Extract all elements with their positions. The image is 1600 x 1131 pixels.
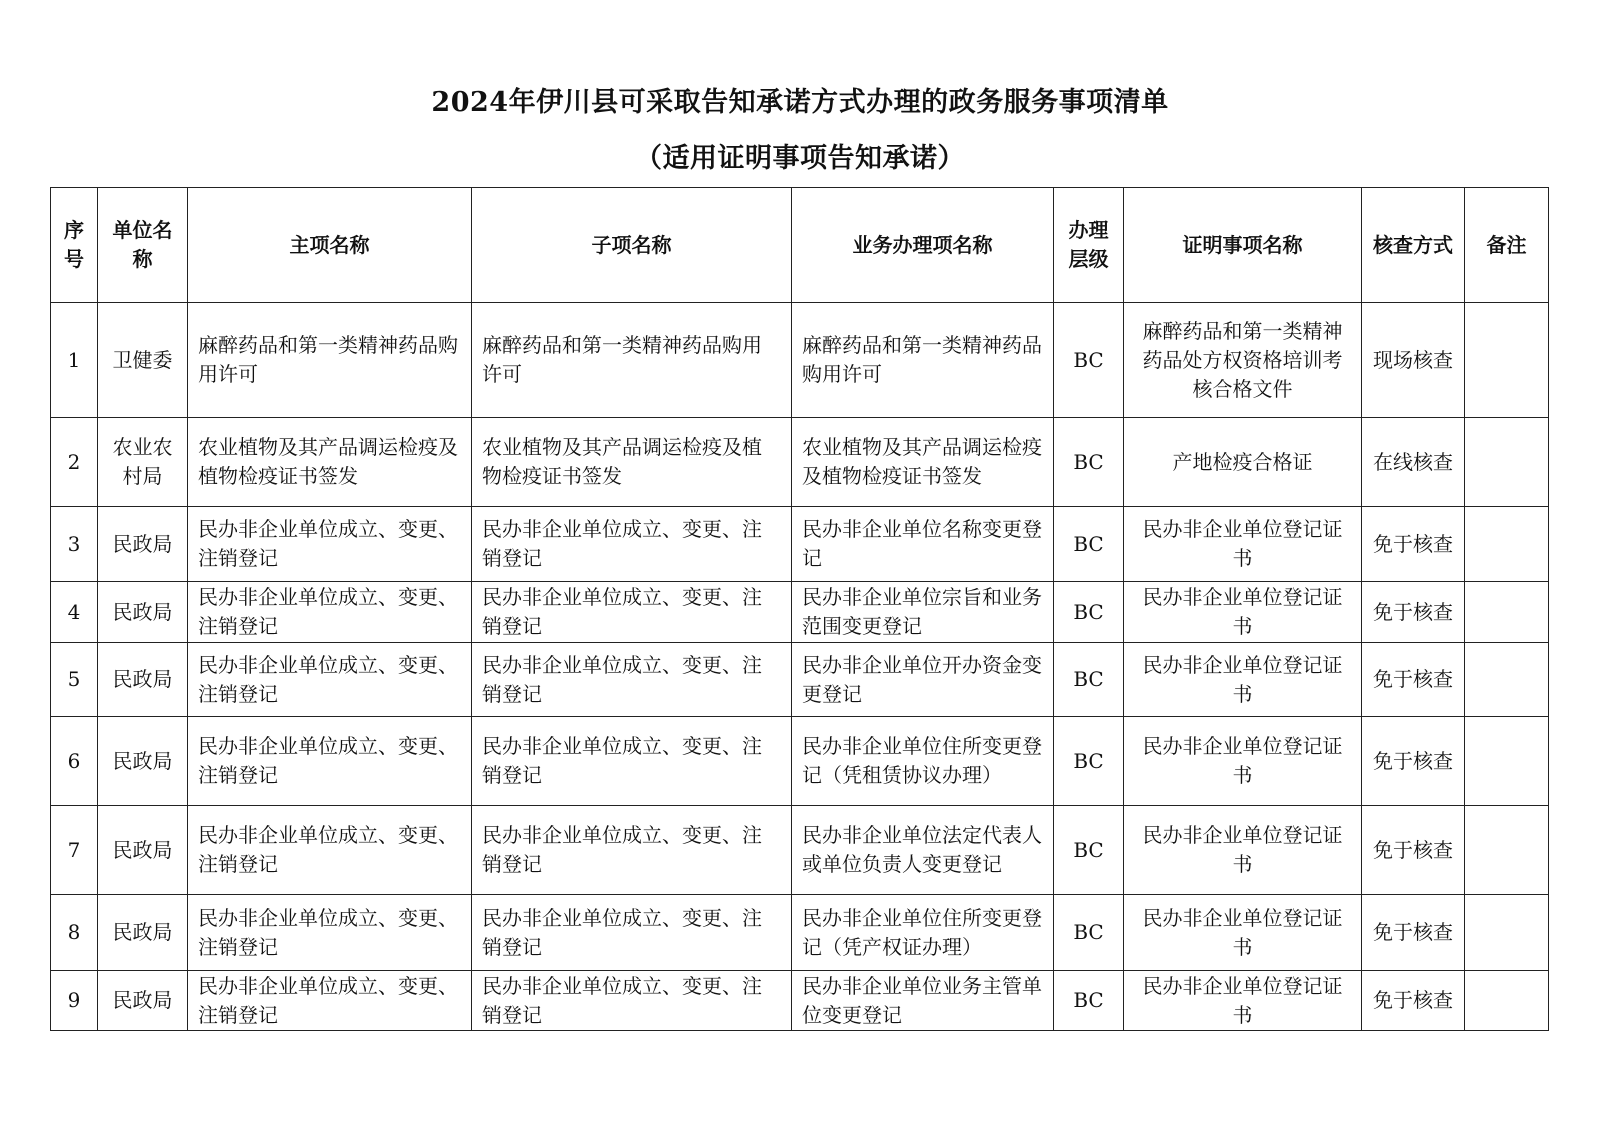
header-no: 序号 bbox=[51, 188, 98, 303]
cell-unit: 农业农村局 bbox=[98, 418, 188, 507]
cell-sub-item: 民办非企业单位成立、变更、注销登记 bbox=[472, 643, 792, 717]
cell-unit: 卫健委 bbox=[98, 303, 188, 418]
table-row bbox=[51, 806, 1549, 895]
cell-unit: 民政局 bbox=[98, 717, 188, 806]
cell-business-item: 麻醉药品和第一类精神药品购用许可 bbox=[792, 303, 1054, 418]
cell-unit: 民政局 bbox=[98, 643, 188, 717]
cell-check: 免于核查 bbox=[1362, 717, 1465, 806]
cell-main-item: 民办非企业单位成立、变更、注销登记 bbox=[188, 971, 472, 1031]
cell-remark bbox=[1465, 717, 1549, 806]
document-title: 2024年伊川县可采取告知承诺方式办理的政务服务事项清单 bbox=[431, 87, 1169, 118]
cell-sub-item: 民办非企业单位成立、变更、注销登记 bbox=[472, 806, 792, 895]
header-business-item: 业务办理项名称 bbox=[792, 188, 1054, 303]
cell-check: 现场核查 bbox=[1362, 303, 1465, 418]
cell-level: BC bbox=[1054, 971, 1124, 1031]
cell-check: 在线核查 bbox=[1362, 418, 1465, 507]
cell-unit: 民政局 bbox=[98, 806, 188, 895]
cell-sub-item: 民办非企业单位成立、变更、注销登记 bbox=[472, 582, 792, 643]
cell-check: 免于核查 bbox=[1362, 582, 1465, 643]
cell-sub-item: 民办非企业单位成立、变更、注销登记 bbox=[472, 507, 792, 582]
header-proof: 证明事项名称 bbox=[1124, 188, 1362, 303]
cell-proof: 麻醉药品和第一类精神药品处方权资格培训考核合格文件 bbox=[1124, 303, 1362, 418]
header-level: 办理层级 bbox=[1054, 188, 1124, 303]
cell-sub-item: 民办非企业单位成立、变更、注销登记 bbox=[472, 971, 792, 1031]
cell-level: BC bbox=[1054, 582, 1124, 643]
cell-remark bbox=[1465, 507, 1549, 582]
cell-level: BC bbox=[1054, 806, 1124, 895]
cell-no: 1 bbox=[51, 303, 98, 418]
cell-unit: 民政局 bbox=[98, 507, 188, 582]
cell-proof: 产地检疫合格证 bbox=[1124, 418, 1362, 507]
cell-proof: 民办非企业单位登记证书 bbox=[1124, 717, 1362, 806]
header-unit: 单位名称 bbox=[98, 188, 188, 303]
header-main-item: 主项名称 bbox=[188, 188, 472, 303]
cell-remark bbox=[1465, 418, 1549, 507]
cell-sub-item: 民办非企业单位成立、变更、注销登记 bbox=[472, 895, 792, 971]
cell-level: BC bbox=[1054, 507, 1124, 582]
cell-main-item: 民办非企业单位成立、变更、注销登记 bbox=[188, 582, 472, 643]
table-row bbox=[51, 971, 1549, 1031]
cell-level: BC bbox=[1054, 303, 1124, 418]
cell-sub-item: 民办非企业单位成立、变更、注销登记 bbox=[472, 717, 792, 806]
cell-unit: 民政局 bbox=[98, 895, 188, 971]
cell-no: 8 bbox=[51, 895, 98, 971]
table-row bbox=[51, 895, 1549, 971]
header-check: 核查方式 bbox=[1362, 188, 1465, 303]
cell-check: 免于核查 bbox=[1362, 507, 1465, 582]
cell-sub-item: 农业植物及其产品调运检疫及植物检疫证书签发 bbox=[472, 418, 792, 507]
cell-check: 免于核查 bbox=[1362, 971, 1465, 1031]
cell-business-item: 民办非企业单位住所变更登记（凭租赁协议办理） bbox=[792, 717, 1054, 806]
table-row bbox=[51, 643, 1549, 717]
cell-proof: 民办非企业单位登记证书 bbox=[1124, 971, 1362, 1031]
cell-remark bbox=[1465, 895, 1549, 971]
cell-level: BC bbox=[1054, 418, 1124, 507]
cell-level: BC bbox=[1054, 895, 1124, 971]
table-row bbox=[51, 582, 1549, 643]
cell-remark bbox=[1465, 303, 1549, 418]
cell-proof: 民办非企业单位登记证书 bbox=[1124, 582, 1362, 643]
cell-level: BC bbox=[1054, 643, 1124, 717]
header-remark: 备注 bbox=[1465, 188, 1549, 303]
cell-no: 4 bbox=[51, 582, 98, 643]
cell-business-item: 民办非企业单位开办资金变更登记 bbox=[792, 643, 1054, 717]
cell-proof: 民办非企业单位登记证书 bbox=[1124, 643, 1362, 717]
cell-proof: 民办非企业单位登记证书 bbox=[1124, 895, 1362, 971]
table-header-row bbox=[51, 188, 1549, 303]
cell-no: 7 bbox=[51, 806, 98, 895]
cell-unit: 民政局 bbox=[98, 971, 188, 1031]
cell-unit: 民政局 bbox=[98, 582, 188, 643]
document-subtitle: （适用证明事项告知承诺） bbox=[635, 143, 965, 174]
table-row bbox=[51, 418, 1549, 507]
cell-check: 免于核查 bbox=[1362, 643, 1465, 717]
cell-check: 免于核查 bbox=[1362, 895, 1465, 971]
cell-no: 3 bbox=[51, 507, 98, 582]
matters-table bbox=[50, 187, 1549, 1031]
cell-business-item: 民办非企业单位法定代表人或单位负责人变更登记 bbox=[792, 806, 1054, 895]
cell-main-item: 民办非企业单位成立、变更、注销登记 bbox=[188, 806, 472, 895]
cell-proof: 民办非企业单位登记证书 bbox=[1124, 507, 1362, 582]
cell-business-item: 农业植物及其产品调运检疫及植物检疫证书签发 bbox=[792, 418, 1054, 507]
cell-sub-item: 麻醉药品和第一类精神药品购用许可 bbox=[472, 303, 792, 418]
cell-main-item: 农业植物及其产品调运检疫及植物检疫证书签发 bbox=[188, 418, 472, 507]
cell-remark bbox=[1465, 643, 1549, 717]
cell-business-item: 民办非企业单位业务主管单位变更登记 bbox=[792, 971, 1054, 1031]
table-row bbox=[51, 303, 1549, 418]
cell-business-item: 民办非企业单位名称变更登记 bbox=[792, 507, 1054, 582]
cell-no: 9 bbox=[51, 971, 98, 1031]
cell-remark bbox=[1465, 582, 1549, 643]
table-row bbox=[51, 717, 1549, 806]
cell-main-item: 民办非企业单位成立、变更、注销登记 bbox=[188, 643, 472, 717]
cell-no: 2 bbox=[51, 418, 98, 507]
cell-main-item: 民办非企业单位成立、变更、注销登记 bbox=[188, 717, 472, 806]
cell-main-item: 民办非企业单位成立、变更、注销登记 bbox=[188, 507, 472, 582]
cell-remark bbox=[1465, 806, 1549, 895]
cell-main-item: 民办非企业单位成立、变更、注销登记 bbox=[188, 895, 472, 971]
cell-business-item: 民办非企业单位住所变更登记（凭产权证办理） bbox=[792, 895, 1054, 971]
cell-business-item: 民办非企业单位宗旨和业务范围变更登记 bbox=[792, 582, 1054, 643]
cell-main-item: 麻醉药品和第一类精神药品购用许可 bbox=[188, 303, 472, 418]
cell-remark bbox=[1465, 971, 1549, 1031]
header-sub-item: 子项名称 bbox=[472, 188, 792, 303]
cell-level: BC bbox=[1054, 717, 1124, 806]
cell-check: 免于核查 bbox=[1362, 806, 1465, 895]
cell-no: 5 bbox=[51, 643, 98, 717]
cell-proof: 民办非企业单位登记证书 bbox=[1124, 806, 1362, 895]
cell-no: 6 bbox=[51, 717, 98, 806]
table-row bbox=[51, 507, 1549, 582]
